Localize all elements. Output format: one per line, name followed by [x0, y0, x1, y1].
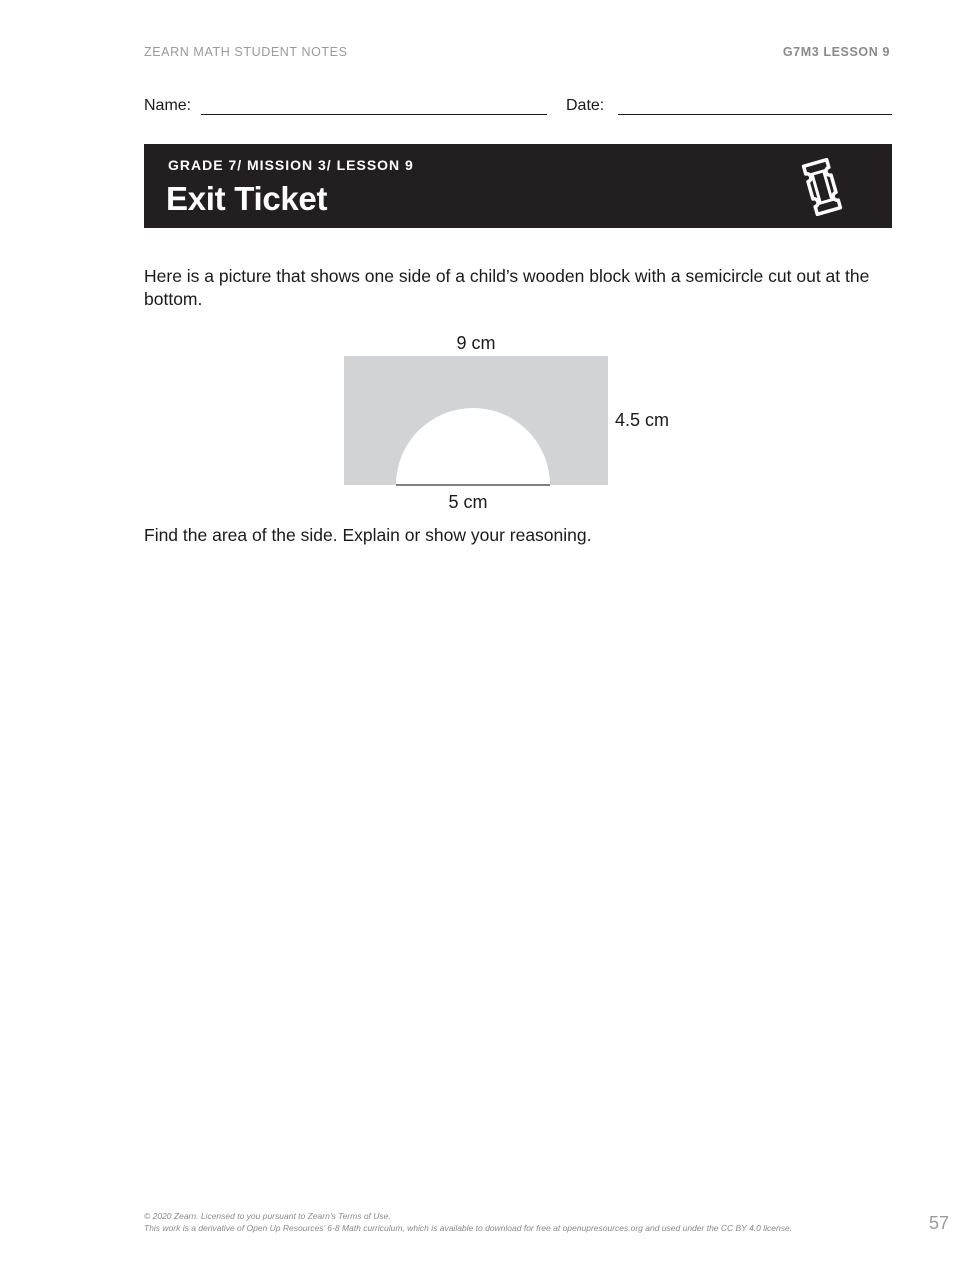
block-shape	[344, 356, 608, 485]
height-label: 4.5 cm	[615, 410, 670, 430]
problem-prompt: Here is a picture that shows one side of a child’s wooden block with a semicircle cut out at the bottom.	[144, 266, 870, 309]
exit-ticket-banner	[144, 144, 892, 228]
banner-title: Exit Ticket	[166, 180, 328, 217]
block-side-figure	[330, 328, 690, 518]
question-text: Find the area of the side. Explain or show your reasoning.	[144, 525, 592, 545]
name-field[interactable]	[201, 114, 547, 115]
page-header	[144, 45, 890, 63]
header-source: ZEARN MATH STUDENT NOTES	[144, 45, 348, 59]
width-label: 9 cm	[456, 333, 496, 353]
name-label: Name:	[144, 97, 192, 114]
page-number: 57	[928, 1213, 949, 1233]
diameter-label: 5 cm	[448, 492, 488, 512]
date-field[interactable]	[618, 114, 892, 115]
date-label: Date:	[566, 97, 605, 114]
license-line: This work is a derivative of Open Up Resources’ 6-8 Math curriculum, which is available to download for free at openupresources.org and used under the CC BY 4.0 license.	[144, 1223, 793, 1233]
license-footer	[144, 1210, 792, 1234]
ticket-icon	[796, 158, 848, 216]
banner-subtitle: GRADE 7/ MISSION 3/ LESSON 9	[168, 157, 414, 173]
copyright-line: © 2020 Zearn. Licensed to you pursuant to Zearn’s Terms of Use.	[144, 1211, 391, 1221]
name-date-row	[144, 96, 892, 118]
header-lesson: G7M3 LESSON 9	[782, 45, 890, 59]
